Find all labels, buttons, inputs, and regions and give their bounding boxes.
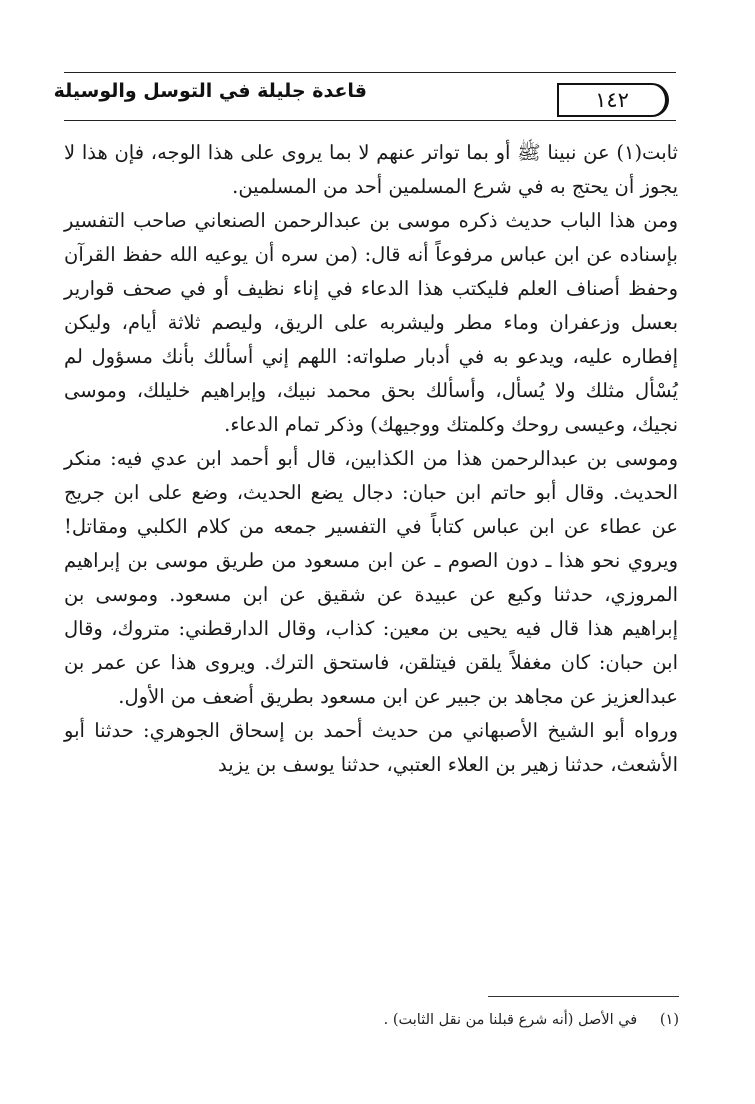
paragraph-1 <box>64 136 678 204</box>
body-text <box>64 136 678 782</box>
header-rule-top <box>64 72 676 73</box>
paragraph-4: ورواه أبو الشيخ الأصبهاني من حديث أحمد بن إسحاق الجوهري: حدثنا أبو الأشعث، حدثنا زهير بن العلاء العتبي، حدثنا يوسف بن يزيد <box>64 719 678 776</box>
running-title: قاعدة جليلة في التوسل والوسيلة <box>53 80 367 102</box>
header-rule-bottom <box>64 120 676 121</box>
page-number: ١٤٢ <box>557 83 669 117</box>
paragraph-1-text: ثابت(١) عن نبينا ﷺ أو بما تواتر عنهم لا بما يروى على هذا الوجه، فإن هذا لا يجوز أن يحتج به في شرع المسلمين أحد من المسلمين. <box>64 141 678 198</box>
paragraph-3: وموسى بن عبدالرحمن هذا من الكذابين، قال أبو أحمد ابن عدي فيه: منكر الحديث. وقال أبو حاتم ابن حبان: دجال يضع الحديث، وضع على ابن جريج عن عطاء عن ابن عباس كتاباً في التفسير جمعه من كلام الكلبي ومقاتل! ويروي نحو هذا ـ دون الصوم ـ عن ابن مسعود من طريق موسى بن إبراهيم المروزي، حدثنا وكيع عن عبيدة عن شقيق عن ابن مسعود. وموسى بن إبراهيم هذا قال فيه يحيى بن معين: كذاب، وقال الدارقطني: متروك، وقال ابن حبان: كان مغفلاً يلقن فيتلقن، فاستحق الترك. ويروى هذا عن عمر بن عبدالعزيز عن مجاهد بن جبير عن ابن مسعود بطريق أضعف من الأول. <box>64 447 678 708</box>
footnote-separator <box>488 996 679 997</box>
paragraph-2: ومن هذا الباب حديث ذكره موسى بن عبدالرحمن الصنعاني صاحب التفسير بإسناده عن ابن عباس مرفوعاً أنه قال: (من سره أن يوعيه الله حفظ القرآن وحفظ أصناف العلم فليكتب هذا الدعاء في إناء نظيف أو في صحف قوارير بعسل وزعفران وماء مطر وليشربه على الريق، وليصم ثلاثة أيام، وليكن إفطاره عليه، ويدعو به في أدبار صلواته: اللهم إني أسألك بأنك مسؤول لم يُسْأل مثلك ولا يُسأل، وأسألك بحق محمد نبيك، وإبراهيم خليلك، وموسى نجيك، وعيسى روحك وكلمتك ووجيهك) وذكر تمام الدعاء. <box>64 209 678 436</box>
footnote-text: في الأصل (أنه شرع قبلنا من نقل الثابت) . <box>383 1012 638 1028</box>
footnote <box>384 1012 679 1028</box>
footnote-marker: (١) <box>659 1012 679 1028</box>
